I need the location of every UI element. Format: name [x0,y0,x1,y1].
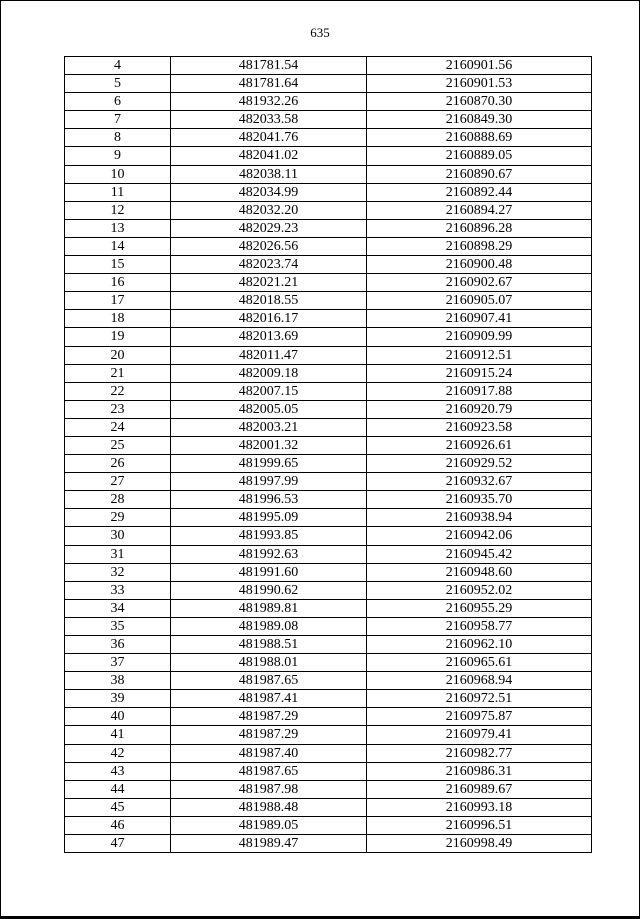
table-row [65,654,592,672]
table-row [65,328,592,346]
x-coordinate-cell: 482033.58 [171,111,367,129]
table-row [65,400,592,418]
x-coordinate-cell: 481988.51 [171,636,367,654]
point-number-cell: 20 [65,346,171,364]
table-row [65,111,592,129]
x-coordinate-cell: 481932.26 [171,93,367,111]
table-row [65,93,592,111]
y-coordinate-cell: 2160932.67 [367,473,592,491]
y-coordinate-cell: 2160965.61 [367,654,592,672]
y-coordinate-cell: 2160968.94 [367,672,592,690]
y-coordinate-cell: 2160898.29 [367,237,592,255]
point-number-cell: 29 [65,509,171,527]
y-coordinate-cell: 2160935.70 [367,491,592,509]
y-coordinate-cell: 2160945.42 [367,545,592,563]
table-row [65,636,592,654]
point-number-cell: 7 [65,111,171,129]
y-coordinate-cell: 2160889.05 [367,147,592,165]
y-coordinate-cell: 2160896.28 [367,219,592,237]
table-row [65,455,592,473]
x-coordinate-cell: 481987.29 [171,726,367,744]
x-coordinate-cell: 481995.09 [171,509,367,527]
y-coordinate-cell: 2160900.48 [367,256,592,274]
point-number-cell: 36 [65,636,171,654]
point-number-cell: 12 [65,201,171,219]
table-row [65,708,592,726]
point-number-cell: 47 [65,835,171,853]
y-coordinate-cell: 2160958.77 [367,617,592,635]
point-number-cell: 41 [65,726,171,744]
point-number-cell: 33 [65,581,171,599]
x-coordinate-cell: 481989.47 [171,835,367,853]
x-coordinate-cell: 482016.17 [171,310,367,328]
table-row [65,346,592,364]
point-number-cell: 43 [65,762,171,780]
x-coordinate-cell: 481992.63 [171,545,367,563]
y-coordinate-cell: 2160952.02 [367,581,592,599]
x-coordinate-cell: 481991.60 [171,563,367,581]
point-number-cell: 23 [65,400,171,418]
y-coordinate-cell: 2160920.79 [367,400,592,418]
y-coordinate-cell: 2160962.10 [367,636,592,654]
y-coordinate-cell: 2160972.51 [367,690,592,708]
point-number-cell: 16 [65,274,171,292]
point-number-cell: 30 [65,527,171,545]
y-coordinate-cell: 2160986.31 [367,762,592,780]
y-coordinate-cell: 2160975.87 [367,708,592,726]
table-row [65,219,592,237]
y-coordinate-cell: 2160948.60 [367,563,592,581]
table-row [65,473,592,491]
y-coordinate-cell: 2160917.88 [367,382,592,400]
x-coordinate-cell: 482005.05 [171,400,367,418]
table-row [65,237,592,255]
y-coordinate-cell: 2160870.30 [367,93,592,111]
y-coordinate-cell: 2160923.58 [367,418,592,436]
point-number-cell: 6 [65,93,171,111]
point-number-cell: 26 [65,455,171,473]
table-row [65,292,592,310]
x-coordinate-cell: 482034.99 [171,183,367,201]
table-row [65,183,592,201]
x-coordinate-cell: 482013.69 [171,328,367,346]
point-number-cell: 27 [65,473,171,491]
y-coordinate-cell: 2160982.77 [367,744,592,762]
table-row [65,129,592,147]
x-coordinate-cell: 481988.48 [171,798,367,816]
x-coordinate-cell: 481781.54 [171,57,367,75]
x-coordinate-cell: 481987.65 [171,762,367,780]
point-number-cell: 5 [65,75,171,93]
y-coordinate-cell: 2160938.94 [367,509,592,527]
point-number-cell: 10 [65,165,171,183]
point-number-cell: 17 [65,292,171,310]
y-coordinate-cell: 2160942.06 [367,527,592,545]
x-coordinate-cell: 481987.65 [171,672,367,690]
point-number-cell: 21 [65,364,171,382]
point-number-cell: 46 [65,816,171,834]
point-number-cell: 35 [65,617,171,635]
x-coordinate-cell: 481997.99 [171,473,367,491]
point-number-cell: 11 [65,183,171,201]
x-coordinate-cell: 482018.55 [171,292,367,310]
x-coordinate-cell: 481987.41 [171,690,367,708]
x-coordinate-cell: 481989.08 [171,617,367,635]
point-number-cell: 8 [65,129,171,147]
table-row [65,690,592,708]
table-row [65,581,592,599]
y-coordinate-cell: 2160955.29 [367,599,592,617]
table-row [65,274,592,292]
y-coordinate-cell: 2160915.24 [367,364,592,382]
x-coordinate-cell: 482023.74 [171,256,367,274]
coordinates-table-body [65,57,592,853]
page-number: 635 [310,25,330,40]
y-coordinate-cell: 2160890.67 [367,165,592,183]
table-row [65,726,592,744]
table-row [65,509,592,527]
x-coordinate-cell: 481987.29 [171,708,367,726]
y-coordinate-cell: 2160888.69 [367,129,592,147]
table-row [65,491,592,509]
x-coordinate-cell: 482007.15 [171,382,367,400]
x-coordinate-cell: 482041.02 [171,147,367,165]
y-coordinate-cell: 2160993.18 [367,798,592,816]
table-row [65,201,592,219]
table-row [65,418,592,436]
x-coordinate-cell: 481990.62 [171,581,367,599]
y-coordinate-cell: 2160907.41 [367,310,592,328]
table-row [65,57,592,75]
y-coordinate-cell: 2160901.56 [367,57,592,75]
point-number-cell: 38 [65,672,171,690]
point-number-cell: 9 [65,147,171,165]
table-row [65,364,592,382]
y-coordinate-cell: 2160905.07 [367,292,592,310]
table-row [65,599,592,617]
table-row [65,165,592,183]
point-number-cell: 39 [65,690,171,708]
table-row [65,563,592,581]
point-number-cell: 15 [65,256,171,274]
x-coordinate-cell: 482001.32 [171,436,367,454]
point-number-cell: 45 [65,798,171,816]
x-coordinate-cell: 481989.05 [171,816,367,834]
x-coordinate-cell: 481987.98 [171,780,367,798]
table-row [65,545,592,563]
y-coordinate-cell: 2160901.53 [367,75,592,93]
table-row [65,744,592,762]
table-row [65,527,592,545]
point-number-cell: 37 [65,654,171,672]
y-coordinate-cell: 2160979.41 [367,726,592,744]
table-row [65,436,592,454]
point-number-cell: 32 [65,563,171,581]
x-coordinate-cell: 482041.76 [171,129,367,147]
x-coordinate-cell: 482032.20 [171,201,367,219]
table-row [65,617,592,635]
x-coordinate-cell: 482029.23 [171,219,367,237]
table-row [65,780,592,798]
y-coordinate-cell: 2160902.67 [367,274,592,292]
y-coordinate-cell: 2160849.30 [367,111,592,129]
x-coordinate-cell: 481988.01 [171,654,367,672]
x-coordinate-cell: 481993.85 [171,527,367,545]
x-coordinate-cell: 482021.21 [171,274,367,292]
x-coordinate-cell: 482038.11 [171,165,367,183]
y-coordinate-cell: 2160989.67 [367,780,592,798]
table-row [65,762,592,780]
point-number-cell: 14 [65,237,171,255]
point-number-cell: 34 [65,599,171,617]
point-number-cell: 4 [65,57,171,75]
y-coordinate-cell: 2160929.52 [367,455,592,473]
y-coordinate-cell: 2160909.99 [367,328,592,346]
point-number-cell: 25 [65,436,171,454]
point-number-cell: 22 [65,382,171,400]
x-coordinate-cell: 481987.40 [171,744,367,762]
point-number-cell: 18 [65,310,171,328]
table-row [65,310,592,328]
table-row [65,798,592,816]
point-number-cell: 42 [65,744,171,762]
table-row [65,75,592,93]
x-coordinate-cell: 482026.56 [171,237,367,255]
y-coordinate-cell: 2160912.51 [367,346,592,364]
x-coordinate-cell: 481999.65 [171,455,367,473]
point-number-cell: 40 [65,708,171,726]
x-coordinate-cell: 482009.18 [171,364,367,382]
y-coordinate-cell: 2160998.49 [367,835,592,853]
coordinates-table [64,56,592,853]
y-coordinate-cell: 2160996.51 [367,816,592,834]
x-coordinate-cell: 481781.64 [171,75,367,93]
table-row [65,835,592,853]
table-row [65,672,592,690]
point-number-cell: 28 [65,491,171,509]
table-row [65,382,592,400]
x-coordinate-cell: 482011.47 [171,346,367,364]
table-row [65,256,592,274]
point-number-cell: 24 [65,418,171,436]
table-row [65,816,592,834]
y-coordinate-cell: 2160892.44 [367,183,592,201]
x-coordinate-cell: 482003.21 [171,418,367,436]
y-coordinate-cell: 2160926.61 [367,436,592,454]
point-number-cell: 31 [65,545,171,563]
point-number-cell: 44 [65,780,171,798]
point-number-cell: 13 [65,219,171,237]
y-coordinate-cell: 2160894.27 [367,201,592,219]
table-row [65,147,592,165]
point-number-cell: 19 [65,328,171,346]
x-coordinate-cell: 481996.53 [171,491,367,509]
x-coordinate-cell: 481989.81 [171,599,367,617]
